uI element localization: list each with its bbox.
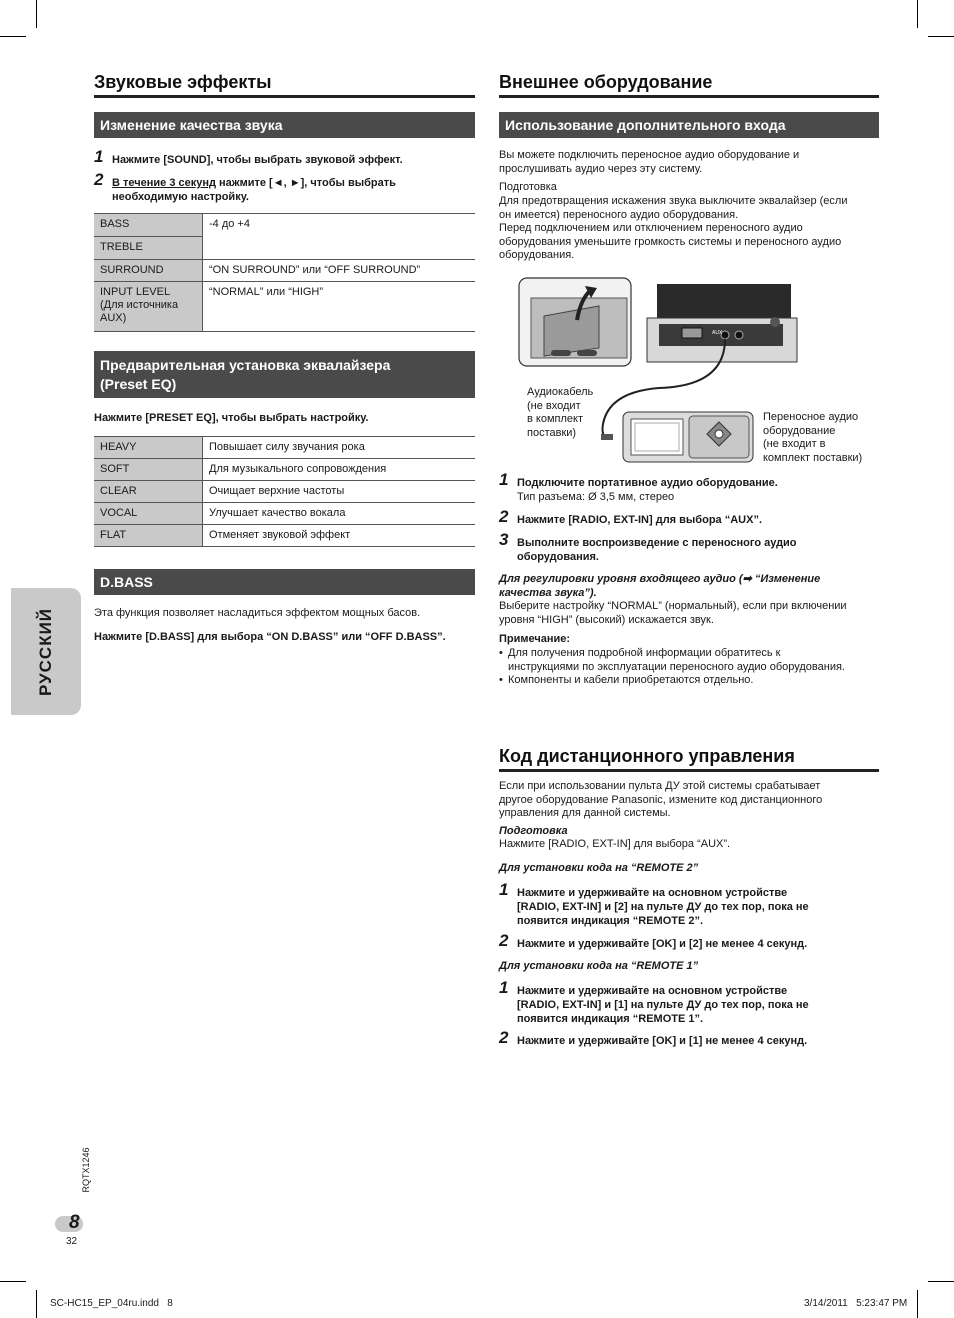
caption-line: (не входит в (763, 438, 826, 450)
step-text-part: нажмите [◄, ►], чтобы выбрать (215, 177, 396, 189)
step-number: 2 (499, 931, 509, 950)
step-number: 3 (499, 530, 509, 549)
table-row (94, 437, 475, 459)
device-caption (763, 411, 862, 465)
bullet: • (499, 647, 503, 659)
note-item (499, 647, 845, 673)
step-text: Нажмите [SOUND], чтобы выбрать звуковой эффект. (112, 154, 403, 166)
step-number: 2 (94, 170, 104, 189)
text-line: Вы можете подключить переносное аудио оборудование и (499, 149, 800, 161)
step-number: 1 (499, 880, 509, 899)
remote-prep: Нажмите [RADIO, EXT-IN] для выбора “AUX”. (499, 838, 731, 850)
step-text (517, 886, 809, 928)
table-row (94, 282, 475, 332)
crop-mark (36, 0, 37, 28)
step-2 (94, 170, 474, 206)
bar-line: (Preset EQ) (100, 376, 177, 392)
aux-step-3 (499, 530, 879, 564)
table-row (94, 503, 475, 525)
section-title-external-equipment: Внешнее оборудование (499, 72, 879, 98)
language-tab (11, 588, 81, 715)
text-line: другое оборудование Panasonic, измените код дистанционного (499, 793, 823, 806)
step-text-part: [RADIO, EXT-IN] и [2] на пульте ДУ до тех пор, пока не (517, 901, 809, 913)
aux-step-2 (499, 507, 879, 529)
remote2-heading: Для установки кода на “REMOTE 2” (499, 862, 699, 874)
text-line: Для предотвращения искажения звука выключите эквалайзер (если (499, 195, 848, 207)
step-text (517, 476, 778, 504)
step-1 (94, 147, 474, 169)
step-subtext: Тип разъема: Ø 3,5 мм, стерео (517, 491, 675, 503)
step-text-part: оборудования. (517, 551, 599, 563)
caption-line: (не входит (527, 399, 581, 412)
crop-mark (928, 36, 954, 37)
step-number: 1 (499, 470, 509, 489)
headphone-jack (735, 331, 743, 339)
table-row (94, 237, 475, 260)
step-number: 2 (499, 1028, 509, 1047)
crop-mark (917, 1290, 918, 1318)
step-text (517, 984, 809, 1026)
table-key: BASS (94, 214, 203, 237)
text-line: оборудования уменьшите громкость системы и переносного аудио (499, 235, 842, 248)
text-line: прослушивать аудио через эту систему. (499, 162, 703, 175)
text-line: Перед подключением или отключением переносного аудио (499, 222, 803, 234)
crop-mark (917, 0, 918, 28)
step-text: Нажмите и удерживайте [OK] и [2] не менее 4 секунд. (517, 938, 808, 950)
crop-mark (928, 1281, 954, 1282)
key-line: INPUT LEVEL (100, 286, 171, 298)
key-line: AUX) (100, 312, 127, 324)
preset-eq-table (94, 436, 475, 547)
table-key: SURROUND (94, 260, 203, 282)
step-text (517, 536, 797, 564)
caption-line: Аудиокабель (527, 386, 594, 398)
table-key: FLAT (94, 525, 203, 547)
text-line: уровня “HIGH” (высокий) искажается звук. (499, 613, 714, 626)
table-key: VOCAL (94, 503, 203, 525)
dbass-instruction: Нажмите [D.BASS] для выбора “ON D.BASS” или “OFF D.BASS”. (94, 631, 446, 643)
table-value (203, 237, 476, 260)
step-number: 2 (499, 507, 509, 526)
text-line: качества звука”). (499, 586, 597, 599)
device-screen-inner (635, 423, 679, 451)
caption-line: поставки) (527, 426, 577, 439)
table-value: Отменяет звуковой эффект (203, 525, 476, 547)
subsection-bar-quality: Изменение качества звука (94, 112, 475, 138)
step-text: Нажмите [RADIO, EXT-IN] для выбора “AUX”. (517, 514, 762, 526)
table-value: -4 до +4 (203, 214, 476, 237)
table-value: “ON SURROUND” или “OFF SURROUND” (203, 260, 476, 282)
table-key: CLEAR (94, 481, 203, 503)
page-number-small: 32 (66, 1236, 78, 1247)
step-text-part: Подключите портативное аудио оборудование. (517, 477, 778, 489)
aux-label: AUX (712, 330, 723, 336)
text-line: управления для данной системы. (499, 807, 671, 819)
section-title-remote-code: Код дистанционного управления (499, 746, 879, 772)
crop-mark (36, 1290, 37, 1318)
note-text (508, 647, 845, 674)
note-item (499, 674, 754, 688)
table-row (94, 459, 475, 481)
table-key: TREBLE (94, 237, 203, 260)
button (770, 317, 780, 327)
text-line: оборудования. (499, 249, 575, 261)
step-text-part: появится индикация “REMOTE 2”. (517, 915, 704, 927)
note-text: Компоненты и кабели приобретаются отдельно. (508, 674, 754, 686)
text-line: Если при использовании пульта ДУ этой системы срабатывает (499, 780, 821, 792)
input-level-note (499, 573, 847, 627)
page-number: 8 (69, 1212, 80, 1233)
aux-prep-label: Подготовка (499, 181, 557, 193)
remote2-step-1 (499, 880, 879, 928)
cable-plug (601, 434, 613, 440)
bullet: • (499, 674, 503, 686)
subsection-bar-preset-eq (94, 351, 475, 398)
text-line: он имеется) переносного аудио оборудования. (499, 208, 739, 221)
key-line: (Для источника (100, 299, 179, 311)
page-number-badge (55, 1214, 85, 1234)
subsection-bar-dbass: D.BASS (94, 569, 475, 595)
table-key: SOFT (94, 459, 203, 481)
caption-line: в комплект (527, 413, 583, 425)
step-text-part: Нажмите и удерживайте на основном устройстве (517, 985, 788, 997)
dbass-description: Эта функция позволяет насладиться эффектом мощных басов. (94, 607, 421, 619)
step-text-part: Выполните воспроизведение с переносного аудио (517, 537, 797, 549)
aux-intro (499, 149, 799, 176)
aux-preparation (499, 195, 848, 263)
text-line: Для регулировки уровня входящего аудио (➡ “Изменение (499, 573, 821, 585)
cable-caption (527, 386, 593, 440)
step-text-part: появится индикация “REMOTE 1”. (517, 1013, 704, 1025)
subsection-bar-aux: Использование дополнительного входа (499, 112, 879, 138)
remote1-heading: Для установки кода на “REMOTE 1” (499, 960, 699, 972)
document-code: RQTX1246 (81, 1147, 91, 1193)
remote1-step-1 (499, 978, 879, 1026)
crop-mark (0, 1281, 26, 1282)
caption-line: комплект поставки) (763, 451, 863, 464)
text-line: Выберите настройку “NORMAL” (нормальный), если при включении (499, 600, 847, 612)
step-text (112, 176, 396, 204)
table-value: “NORMAL” или “HIGH” (203, 282, 476, 332)
table-value: Улучшает качество вокала (203, 503, 476, 525)
step-text-part: [RADIO, EXT-IN] и [1] на пульте ДУ до тех пор, пока не (517, 999, 809, 1011)
play-button-icon (715, 430, 723, 438)
inset-slot (551, 350, 571, 356)
bar-line: Предварительная установка эквалайзера (100, 357, 391, 373)
caption-line: оборудование (763, 424, 836, 437)
step-number: 1 (94, 147, 104, 166)
table-row (94, 481, 475, 503)
table-value: Повышает силу звучания рока (203, 437, 476, 459)
caption-line: Переносное аудио (763, 411, 859, 423)
print-date: 3/14/2011 5:23:47 PM (804, 1298, 908, 1309)
remote-intro (499, 780, 822, 821)
step-text-part: необходимую настройку. (112, 191, 249, 203)
sound-quality-table (94, 213, 475, 332)
remote2-step-2 (499, 931, 879, 953)
text-line: инструкциями по эксплуатации переносного аудио оборудования. (508, 660, 845, 673)
language-tab-label: РУССКИЙ (36, 607, 55, 696)
crop-mark (0, 36, 26, 37)
step-text: Нажмите и удерживайте [OK] и [1] не менее 4 секунд. (517, 1035, 808, 1047)
table-value: Для музыкального сопровождения (203, 459, 476, 481)
usb-port (682, 328, 702, 338)
underlined-text: В течение 3 секунд (112, 177, 216, 189)
remote1-step-2 (499, 1028, 879, 1050)
table-key (94, 282, 203, 332)
main-unit-top (657, 284, 791, 320)
remote-prep-label: Подготовка (499, 825, 568, 837)
inset-slot (577, 350, 597, 356)
table-row (94, 214, 475, 237)
table-row (94, 260, 475, 282)
preset-instruction: Нажмите [PRESET EQ], чтобы выбрать настройку. (94, 412, 369, 424)
table-value: Очищает верхние частоты (203, 481, 476, 503)
section-title-sound-effects: Звуковые эффекты (94, 72, 475, 98)
step-text-part: Нажмите и удерживайте на основном устройстве (517, 887, 788, 899)
aux-step-1 (499, 470, 879, 504)
file-name: SC-HC15_EP_04ru.indd 8 (50, 1298, 173, 1309)
table-row (94, 525, 475, 547)
text-line: Для получения подробной информации обратитесь к (508, 647, 781, 659)
table-key: HEAVY (94, 437, 203, 459)
note-label: Примечание: (499, 633, 571, 645)
step-number: 1 (499, 978, 509, 997)
